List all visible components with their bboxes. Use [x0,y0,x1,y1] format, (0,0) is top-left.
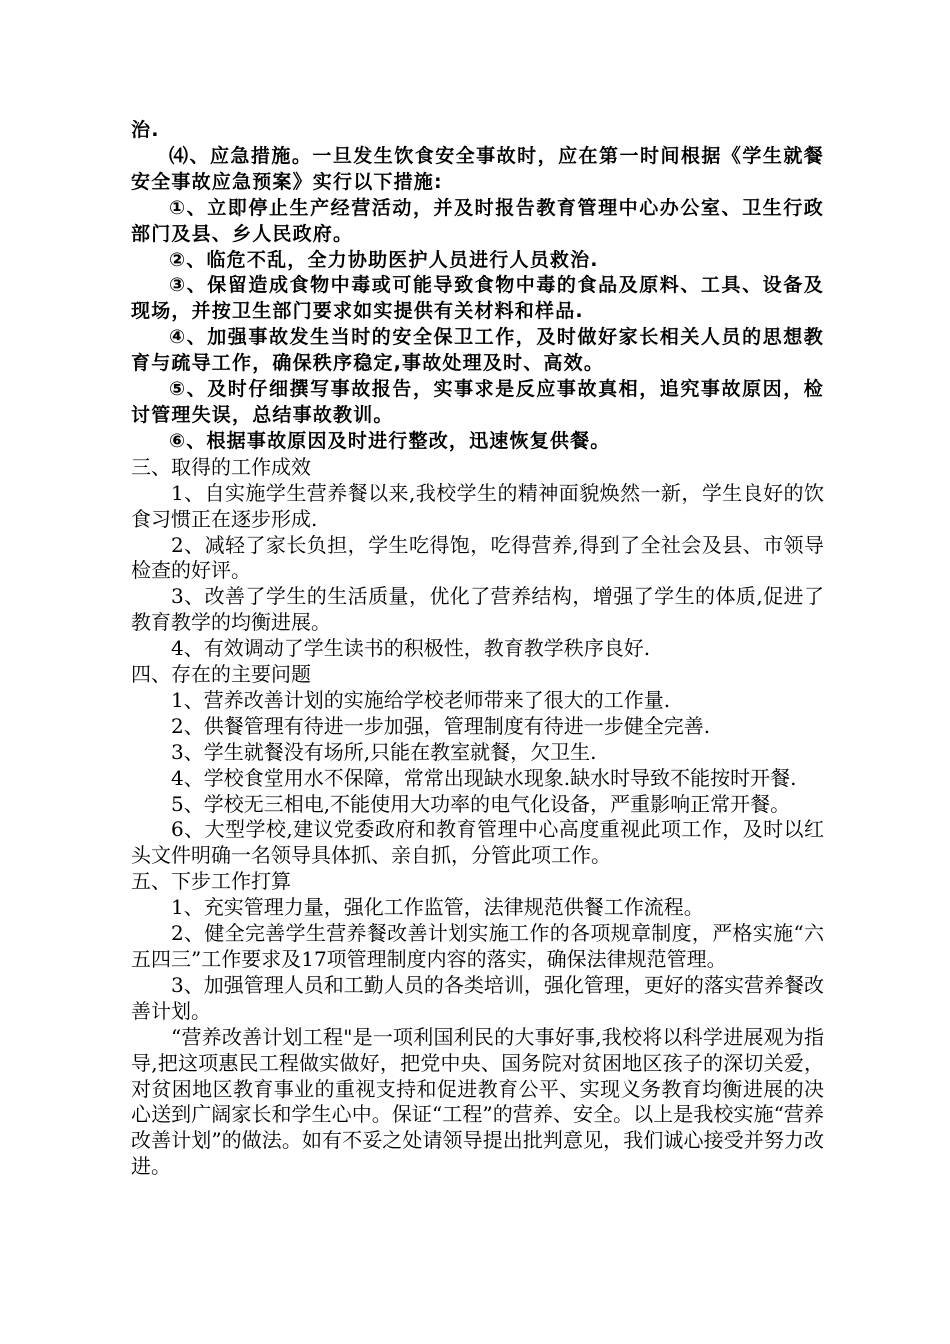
paragraph-measure-2: ②、临危不乱，全力协助医护人员进行人员救治. [169,248,599,271]
list-item: 1、自实施学生营养餐以来,我校学生的精神面貌焕然一新，学生良好的饮食习惯正在逐步形成. [131,480,824,531]
list-item: 6、大型学校,建议党委政府和教育管理中心高度重视此项工作，及时以红头文件明确一名领导具体抓、亲自抓，分管此项工作。 [131,817,824,868]
list-item: 4、有效调动了学生读书的积极性，教育教学秩序良好. [171,636,651,661]
list-item: 2、健全完善学生营养餐改善计划实施工作的各项规章制度，严格实施“六五四三”工作要求及17项管理制度内容的落实，确保法律规范管理。 [131,921,824,971]
section-heading-problems: 四、存在的主要问题 [131,662,311,687]
list-item: 3、学生就餐没有场所,只能在教室就餐，欠卫生. [171,739,597,764]
paragraph-measure-6: ⑥、根据事故原因及时进行整改，迅速恢复供餐。 [169,429,611,452]
list-item: 5、学校无三相电,不能使用大功率的电气化设备，严重影响正常开餐。 [171,791,791,816]
document-page [131,118,824,1180]
paragraph-emergency-measures: ⑷、应急措施。一旦发生饮食安全事故时，应在第一时间根据《学生就餐安全事故应急预案》实行以下措施: [131,144,824,193]
paragraph-measure-1: ①、立即停止生产经营活动，并及时报告教育管理中心办公室、卫生行政部门及县、乡人民政府。 [131,196,824,245]
list-item: 3、加强管理人员和工勤人员的各类培训，强化管理，更好的落实营养餐改善计划。 [131,972,824,1023]
list-item: 2、供餐管理有待进一步加强，管理制度有待进一步健全完善. [171,713,711,738]
list-item: 4、学校食堂用水不保障，常常出现缺水现象.缺水时导致不能按时开餐. [171,765,797,790]
list-item: 1、充实管理力量，强化工作监管，法律规范供餐工作流程。 [171,895,704,920]
list-item: 3、改善了学生的生活质量，优化了营养结构，增强了学生的体质,促进了教育教学的均衡进展。 [131,584,824,635]
paragraph-measure-5: ⑤、及时仔细撰写事故报告，实事求是反应事故真相，追究事故原因，检讨管理失误，总结事故教训。 [131,378,824,426]
list-item: 2、减轻了家长负担，学生吃得饱，吃得营养,得到了全社会及县、市领导检查的好评。 [131,532,824,583]
section-heading-next-steps: 五、下步工作打算 [131,869,291,894]
closing-paragraph: “营养改善计划工程"是一项利国利民的大事好事,我校将以科学进展观为指导,把这项惠民工程做实做好，把党中央、国务院对贫困地区孩子的深切关爱，对贫困地区教育事业的重视支持和促进教育公平、实现义务教育均衡进展的决心送到广阔家长和学生心中。保证“工程”的营养、安全。以上是我校实施“营养改善计划”的做法。如有不妥之处请领导提出批判意见，我们诚心接受并努力改进。 [131,1024,824,1179]
section-heading-achievements: 三、取得的工作成效 [131,454,311,479]
paragraph-measure-3: ③、保留造成食物中毒或可能导致食物中毒的食品及原料、工具、设备及现场，并按卫生部门要求如实提供有关材料和样品. [131,274,824,323]
paragraph-continuation: 治. [131,119,160,141]
paragraph-measure-4: ④、加强事故发生当时的安全保卫工作，及时做好家长相关人员的思想教育与疏导工作，确保秩序稳定,事故处理及时、高效。 [131,326,824,375]
list-item: 1、营养改善计划的实施给学校老师带来了很大的工作量. [171,687,671,712]
